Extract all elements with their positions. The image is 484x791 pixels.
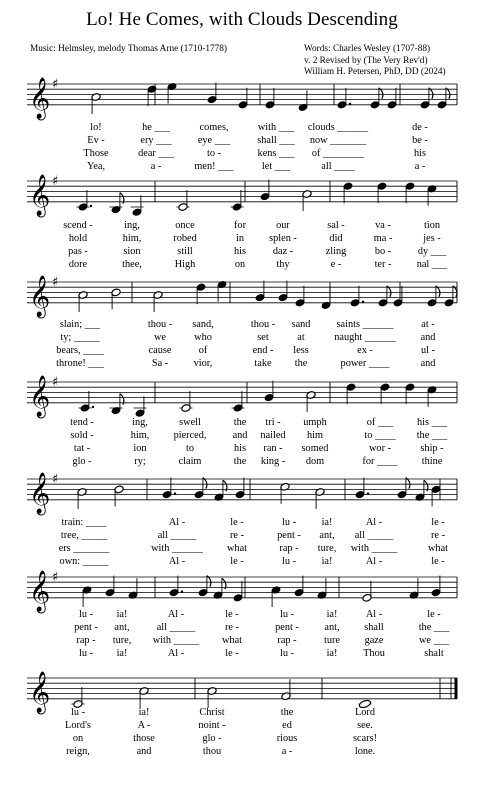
lyric-syllable: ing, — [124, 220, 140, 231]
lyric-syllable: throne! ___ — [56, 358, 104, 369]
lyric-syllable: ant, — [114, 622, 130, 633]
lyric-syllable: ia! — [116, 648, 128, 659]
lyric-syllable: A - — [137, 720, 151, 731]
lyric-verse-1 — [0, 706, 484, 719]
lyric-syllable: his — [233, 246, 247, 257]
lyric-verse-3 — [0, 732, 484, 745]
lyric-syllable: jes - — [423, 233, 441, 244]
lyric-syllable: splen - — [269, 233, 297, 244]
lyric-syllable: and — [420, 358, 436, 369]
lyric-verse-1 — [0, 121, 484, 134]
lyric-syllable: be - — [412, 135, 428, 146]
lyric-syllable: men! ___ — [194, 161, 234, 172]
sharp-key-signature-icon: ♯ — [52, 375, 59, 390]
lyric-syllable: king - — [260, 456, 286, 467]
lyric-syllable: with ______ — [151, 543, 203, 554]
lyric-syllable: did — [329, 233, 343, 244]
lyric-syllable: glo - — [202, 733, 222, 744]
hymn-title: Lo! He Comes, with Clouds Descending — [86, 9, 398, 30]
lyric-syllable: tat - — [73, 443, 91, 454]
lyric-syllable: tri - — [265, 417, 281, 428]
lyric-syllable: ex - — [357, 345, 373, 356]
sharp-key-signature-icon: ♯ — [52, 275, 59, 290]
lyric-syllable: zling — [325, 246, 347, 257]
lyric-syllable: thou - — [250, 319, 276, 330]
treble-clef-icon: 𝄞 — [29, 275, 51, 317]
lyric-syllable: le - — [431, 556, 445, 567]
lyric-syllable: vior, — [193, 358, 213, 369]
lyric-verse-4 — [0, 555, 484, 568]
lyric-syllable: nailed — [260, 430, 286, 441]
sharp-key-signature-icon: ♯ — [52, 77, 59, 92]
augmentation-dot — [362, 301, 364, 303]
lyric-syllable: ia! — [326, 648, 338, 659]
lyric-syllable: Lord — [354, 707, 376, 718]
lyric-syllable: sand — [291, 319, 311, 330]
lyric-syllable: for ____ — [362, 456, 398, 467]
lyric-syllable: ing, — [132, 417, 148, 428]
lyric-syllable: lone. — [354, 746, 376, 757]
lyric-syllable: on — [72, 733, 84, 744]
lyric-syllable: sold - — [70, 430, 94, 441]
lyric-syllable: ter - — [374, 259, 392, 270]
lyric-syllable: less — [293, 345, 309, 356]
lyric-syllable: sand, — [192, 319, 214, 330]
lyric-verse-3 — [0, 634, 484, 647]
lyric-syllable: thou — [202, 746, 222, 757]
lyric-syllable: scars! — [352, 733, 378, 744]
lyric-syllable: ia! — [321, 556, 333, 567]
lyric-syllable: shall ___ — [257, 135, 295, 146]
lyric-syllable: sal - — [327, 220, 345, 231]
lyric-verse-4 — [0, 357, 484, 370]
lyric-syllable: reign, — [66, 746, 90, 757]
lyric-syllable: his ___ — [416, 417, 448, 428]
lyric-syllable: dom — [305, 456, 325, 467]
lyric-syllable: we — [153, 332, 167, 343]
lyric-syllable: with ___ — [257, 122, 295, 133]
lyric-syllable: train: ____ — [61, 517, 107, 528]
treble-clef-icon: 𝄞 — [29, 375, 51, 417]
lyric-syllable: pierced, — [173, 430, 207, 441]
lyric-syllable: ship - — [420, 443, 444, 454]
lyric-syllable: let ___ — [261, 161, 291, 172]
lyric-verse-3 — [0, 147, 484, 160]
lyric-syllable: all _____ — [354, 530, 394, 541]
lyric-syllable: cause — [148, 345, 172, 356]
lyric-verse-2 — [0, 529, 484, 542]
lyric-syllable: Al - — [365, 609, 383, 620]
lyric-verse-3 — [0, 442, 484, 455]
lyric-verse-4 — [0, 258, 484, 271]
lyric-syllable: a - — [281, 746, 293, 757]
lyric-syllable: lu - — [78, 648, 94, 659]
lyric-syllable: shalt — [424, 648, 444, 659]
lyric-verse-1 — [0, 516, 484, 529]
lyric-syllable: dy ___ — [417, 246, 447, 257]
lyric-syllable: in — [235, 233, 245, 244]
lyric-syllable: see. — [357, 720, 373, 731]
lyric-syllable: rious — [276, 733, 298, 744]
lyric-syllable: all ____ — [321, 161, 355, 172]
lyric-verse-1 — [0, 608, 484, 621]
lyric-syllable: what — [427, 543, 449, 554]
lyric-syllable: ma - — [373, 233, 393, 244]
lyric-syllable: the — [280, 707, 294, 718]
lyric-syllable: le - — [225, 609, 239, 620]
lyric-syllable: the — [233, 456, 247, 467]
lyric-syllable: de - — [412, 122, 428, 133]
lyric-syllable: ture, — [112, 635, 132, 646]
lyric-syllable: bo - — [374, 246, 392, 257]
augmentation-dot — [181, 590, 183, 592]
lyric-syllable: Al - — [167, 609, 185, 620]
lyric-syllable: lu - — [78, 609, 94, 620]
lyric-syllable: glo - — [72, 456, 92, 467]
treble-clef-icon: 𝄞 — [29, 174, 51, 216]
lyric-verse-2 — [0, 331, 484, 344]
lyric-syllable: somed — [301, 443, 329, 454]
lyric-syllable: tion — [423, 220, 441, 231]
lyric-syllable: ul - — [420, 345, 436, 356]
lyric-syllable: to - — [206, 148, 222, 159]
lyric-syllable: him — [306, 430, 324, 441]
lyric-syllable: of ________ — [311, 148, 365, 159]
lyric-syllable: who — [194, 332, 212, 343]
lyric-syllable: at — [297, 332, 305, 343]
lyric-syllable: High — [174, 259, 196, 270]
lyric-syllable: still — [177, 246, 193, 257]
lyric-syllable: re - — [229, 530, 245, 541]
lyric-syllable: ion — [133, 443, 147, 454]
lyric-verse-3 — [0, 344, 484, 357]
lyric-syllable: his — [413, 148, 427, 159]
lyric-syllable: ers _______ — [58, 543, 110, 554]
lyric-syllable: pent - — [74, 622, 98, 633]
lyric-syllable: with _____ — [350, 543, 398, 554]
lyric-syllable: lu - — [281, 556, 297, 567]
lyric-syllable: scend - — [63, 220, 93, 231]
lyric-syllable: naught ______ — [334, 332, 396, 343]
words-credit — [304, 43, 446, 78]
lyric-syllable: saints ______ — [336, 319, 394, 330]
lyric-syllable: kens ___ — [257, 148, 295, 159]
words-credit-line: v. 2 Revised by (The Very Rev'd) — [304, 55, 428, 66]
lyric-syllable: hold — [68, 233, 88, 244]
lyric-verse-4 — [0, 455, 484, 468]
lyric-syllable: Thou — [363, 648, 385, 659]
lyric-syllable: end - — [252, 345, 274, 356]
treble-clef-icon: 𝄞 — [29, 77, 51, 119]
lyric-syllable: dear ___ — [138, 148, 174, 159]
lyric-syllable: ry; — [134, 456, 146, 467]
lyric-syllable: those — [133, 733, 155, 744]
lyric-verse-1 — [0, 318, 484, 331]
augmentation-dot — [92, 406, 94, 408]
lyric-syllable: ture — [323, 635, 341, 646]
lyric-syllable: dore — [68, 259, 88, 270]
treble-clef-icon: 𝄞 — [29, 570, 51, 612]
lyric-verse-1 — [0, 416, 484, 429]
lyric-syllable: to ____ — [364, 430, 396, 441]
lyric-syllable: our — [276, 220, 290, 231]
lyric-syllable: the — [294, 358, 308, 369]
lyric-syllable: le - — [225, 648, 239, 659]
lyric-syllable: Christ — [199, 707, 225, 718]
lyric-syllable: the ___ — [416, 430, 448, 441]
lyric-syllable: re - — [224, 622, 240, 633]
lyric-syllable: Those — [83, 148, 109, 159]
lyric-syllable: for — [233, 220, 247, 231]
lyric-syllable: take — [254, 358, 272, 369]
lyric-syllable: rap - — [76, 635, 96, 646]
lyric-syllable: Sa - — [151, 358, 169, 369]
sharp-key-signature-icon: ♯ — [52, 174, 59, 189]
words-credit-line: Words: Charles Wesley (1707-88) — [304, 44, 431, 54]
lyric-syllable: daz - — [272, 246, 294, 257]
lyric-syllable: power ____ — [340, 358, 390, 369]
lyric-verse-2 — [0, 232, 484, 245]
lyric-syllable: what — [226, 543, 248, 554]
lyric-syllable: re - — [430, 530, 446, 541]
lyric-syllable: Al - — [365, 517, 383, 528]
lyric-syllable: shall — [364, 622, 384, 633]
lyric-verse-2 — [0, 621, 484, 634]
lyric-syllable: lu - — [70, 707, 86, 718]
lyric-syllable: lu - — [281, 517, 297, 528]
lyric-verse-3 — [0, 542, 484, 555]
lyric-syllable: his — [233, 443, 247, 454]
lyric-syllable: of ___ — [366, 417, 394, 428]
lyric-syllable: a - — [150, 161, 162, 172]
lyric-syllable: Al - — [168, 556, 186, 567]
lyric-syllable: tend - — [70, 417, 94, 428]
lyric-syllable: all _____ — [156, 622, 196, 633]
lyric-syllable: le - — [427, 609, 441, 620]
lyric-syllable: ture, — [317, 543, 337, 554]
lyric-syllable: now _______ — [309, 135, 367, 146]
lyric-verse-2 — [0, 134, 484, 147]
lyric-syllable: robed — [173, 233, 197, 244]
lyric-syllable: pent - — [277, 530, 301, 541]
lyric-syllable: thine — [421, 456, 443, 467]
lyric-syllable: him, — [122, 233, 142, 244]
lyric-syllable: the ___ — [418, 622, 450, 633]
lyric-syllable: lu - — [279, 609, 295, 620]
lyric-syllable: pas - — [68, 246, 88, 257]
lyric-syllable: Al - — [168, 517, 186, 528]
lyric-syllable: bears, ____ — [56, 345, 104, 356]
lyric-syllable: Al - — [167, 648, 185, 659]
lyric-verse-4 — [0, 745, 484, 758]
augmentation-dot — [367, 492, 369, 494]
lyric-verse-1 — [0, 219, 484, 232]
lyric-syllable: own: _____ — [59, 556, 109, 567]
augmentation-dot — [349, 103, 351, 105]
lyric-syllable: of — [198, 345, 208, 356]
lyric-syllable: and — [136, 746, 152, 757]
lyric-syllable: ran - — [263, 443, 283, 454]
lyric-syllable: comes, — [199, 122, 229, 133]
lyric-syllable: on — [234, 259, 246, 270]
lyric-syllable: thou - — [147, 319, 173, 330]
lyric-syllable: le - — [431, 517, 445, 528]
lyric-syllable: tree, _____ — [60, 530, 108, 541]
lyric-syllable: rap - — [277, 635, 297, 646]
lyric-syllable: what — [221, 635, 243, 646]
lyric-syllable: e - — [330, 259, 342, 270]
lyric-syllable: Al - — [365, 556, 383, 567]
lyric-syllable: once — [175, 220, 195, 231]
lyric-syllable: lu - — [279, 648, 295, 659]
lyric-syllable: ant, — [324, 622, 340, 633]
sharp-key-signature-icon: ♯ — [52, 570, 59, 585]
lyric-syllable: and — [420, 332, 436, 343]
augmentation-dot — [90, 205, 92, 207]
lyric-syllable: eye ___ — [197, 135, 231, 146]
lyric-syllable: lo! — [90, 122, 102, 133]
lyric-syllable: gaze — [364, 635, 384, 646]
lyric-syllable: ty; _____ — [60, 332, 100, 343]
lyric-syllable: pent - — [275, 622, 299, 633]
lyric-syllable: we ___ — [418, 635, 450, 646]
lyric-syllable: noint - — [198, 720, 226, 731]
lyric-syllable: Yea, — [86, 161, 106, 172]
lyric-syllable: set — [257, 332, 269, 343]
lyric-syllable: the — [233, 417, 247, 428]
augmentation-dot — [174, 492, 176, 494]
lyric-verse-2 — [0, 719, 484, 732]
lyric-syllable: ia! — [138, 707, 150, 718]
lyric-syllable: le - — [230, 517, 244, 528]
lyric-syllable: with _____ — [152, 635, 200, 646]
lyric-syllable: thee, — [122, 259, 142, 270]
sharp-key-signature-icon: ♯ — [52, 472, 59, 487]
lyric-syllable: swell — [179, 417, 201, 428]
lyric-syllable: nal ___ — [416, 259, 448, 270]
lyric-syllable: he ___ — [142, 122, 170, 133]
lyric-syllable: rap - — [279, 543, 299, 554]
lyric-syllable: ant, — [319, 530, 335, 541]
lyric-verse-4 — [0, 647, 484, 660]
lyric-syllable: le - — [230, 556, 244, 567]
lyric-syllable: and — [232, 430, 248, 441]
lyric-syllable: ery ___ — [140, 135, 172, 146]
lyric-syllable: clouds ______ — [307, 122, 369, 133]
lyric-verse-3 — [0, 245, 484, 258]
lyric-syllable: thy — [276, 259, 290, 270]
lyric-syllable: umph — [303, 417, 327, 428]
lyric-syllable: ia! — [321, 517, 333, 528]
lyric-syllable: ed — [282, 720, 292, 731]
lyric-verse-2 — [0, 429, 484, 442]
words-credit-line: William H. Petersen, PhD, DD (2024) — [304, 67, 446, 77]
lyric-syllable: Lord's — [65, 720, 91, 731]
lyric-syllable: slain; ___ — [59, 319, 101, 330]
lyric-syllable: sion — [123, 246, 141, 257]
lyric-syllable: ia! — [326, 609, 338, 620]
lyric-verse-4 — [0, 160, 484, 173]
lyric-syllable: a - — [414, 161, 426, 172]
treble-clef-icon: 𝄞 — [29, 671, 51, 713]
lyric-syllable: wor - — [368, 443, 392, 454]
treble-clef-icon: 𝄞 — [29, 472, 51, 514]
lyric-syllable: to — [185, 443, 195, 454]
lyric-syllable: Ev - — [87, 135, 105, 146]
lyric-syllable: claim — [178, 456, 202, 467]
lyric-syllable: ia! — [116, 609, 128, 620]
lyric-syllable: at - — [421, 319, 435, 330]
lyric-syllable: va - — [375, 220, 391, 231]
lyric-syllable: him, — [130, 430, 150, 441]
lyric-syllable: all _____ — [157, 530, 197, 541]
music-credit: Music: Helmsley, melody Thomas Arne (1710-1778) — [30, 44, 228, 54]
